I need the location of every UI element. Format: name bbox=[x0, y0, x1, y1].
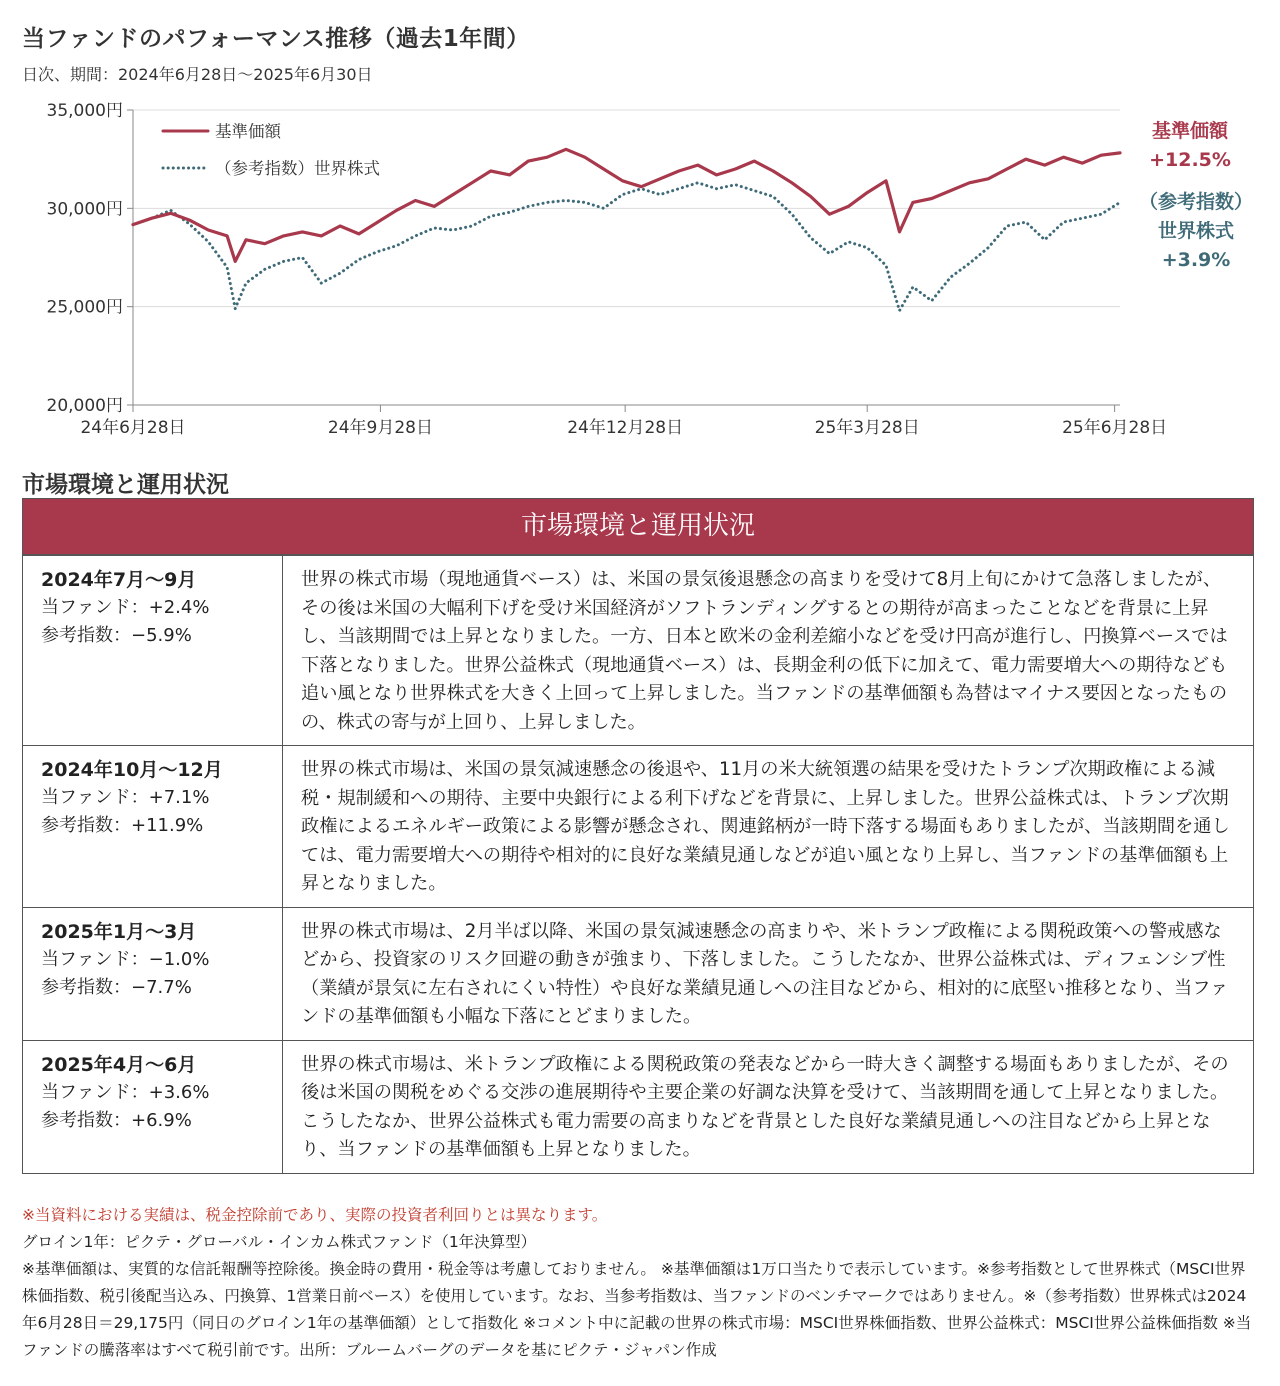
x-tick-label: 25年3月28日 bbox=[814, 418, 920, 438]
period-cell bbox=[23, 908, 283, 1040]
commentary-cell: 世界の株式市場は、2月半ば以降、米国の景気減速懸念の高まりや、米トランプ政権による関税政策への警戒感などから、投資家のリスク回避の動きが強まり、下落しました。こうしたなか、世界公益株式は、ディフェンシブ性（業績が景気に左右されにくい特性）や良好な業績見通しへの注目などから、相対的に底堅い推移となり、当ファンドの基準価額も小幅な下落にとどまりました。 bbox=[301, 920, 1229, 1027]
y-tick-label: 35,000円 bbox=[46, 101, 123, 121]
page-title: 当ファンドのパフォーマンス推移（過去1年間） bbox=[22, 26, 530, 52]
series-end-label: +12.5% bbox=[1149, 149, 1231, 171]
table-row bbox=[23, 745, 1253, 907]
period-label: 2025年4月～6月 bbox=[41, 1053, 197, 1076]
methodology-note: ※基準価額は、実質的な信託報酬等控除後。換金時の費用・税金等は考慮しておりません。 ※基準価額は1万口当たりで表示しています。※参考指数として世界株式（MSCI世界株価指数、税引後配当込み、円換算、1営業日前ベース）を使用しています。なお、当参考指数は、当ファンドのベンチマークではありません。※（参考指数）世界株式は2024年6月28日＝29,175円（同日のグロイン1年の基準価額）として指数化 ※コメント中に記載の世界の株式市場：MSCI世界株価指数、世界公益株式：MSCI世界公益株価指数 ※当ファンドの騰落率はすべて税引前です。出所：ブルームバーグのデータを基にピクテ・ジャパン作成 bbox=[22, 1260, 1252, 1359]
period-cell bbox=[23, 1041, 283, 1173]
y-tick-label: 25,000円 bbox=[46, 297, 123, 318]
index-return: 参考指数：−7.7% bbox=[41, 976, 192, 998]
period-label: 2025年1月～3月 bbox=[41, 920, 197, 943]
performance-chart bbox=[0, 90, 1280, 450]
footnotes bbox=[22, 1202, 1257, 1364]
chart-end-labels bbox=[1139, 119, 1253, 271]
x-tick-label: 24年9月28日 bbox=[327, 418, 433, 438]
legend-label: 基準価額 bbox=[215, 122, 281, 141]
disclaimer-note: ※当資料における実績は、税金控除前であり、実際の投資者利回りとは異なります。 bbox=[22, 1206, 608, 1224]
y-tick-label: 20,000円 bbox=[46, 396, 123, 416]
section-title: 市場環境と運用状況 bbox=[22, 472, 229, 498]
table-row bbox=[23, 555, 1253, 745]
market-table bbox=[22, 498, 1254, 1174]
chart-legend bbox=[163, 122, 380, 178]
x-tick-label: 24年6月28日 bbox=[80, 418, 186, 438]
fund-return: 当ファンド：+3.6% bbox=[41, 1081, 210, 1103]
commentary-cell: 世界の株式市場は、米国の景気減速懸念の後退や、11月の米大統領選の結果を受けたトランプ次期政権による減税・規制緩和への期待、主要中央銀行による利下げなどを背景に、上昇しました。世界公益株式は、トランプ次期政権によるエネルギー政策による影響が懸念され、関連銘柄が一時下落する場面もありましたが、当該期間を通しては、電力需要増大への期待や相対的に良好な業績見通しなどが追い風となり上昇し、当ファンドの基準価額も上昇となりました。 bbox=[301, 759, 1230, 894]
x-tick-label: 25年6月28日 bbox=[1062, 418, 1168, 438]
series-end-label: 基準価額 bbox=[1151, 120, 1229, 142]
x-tick-label: 24年12月28日 bbox=[567, 418, 684, 438]
series-end-label: 世界株式 bbox=[1157, 220, 1235, 242]
commentary-cell: 世界の株式市場は、米トランプ政権による関税政策の発表などから一時大きく調整する場面もありましたが、その後は米国の関税をめぐる交渉の進展期待や主要企業の好調な決算を受けて、当該期間を通して上昇となりました。こうしたなか、世界公益株式も電力需要の高まりなどを背景とした良好な業績見通しへの注目などから上昇となり、当ファンドの基準価額も上昇となりました。 bbox=[301, 1053, 1229, 1160]
fund-name-note: グロイン1年：ピクテ・グローバル・インカム株式ファンド（1年決算型） bbox=[22, 1233, 537, 1251]
index-return: 参考指数：+11.9% bbox=[41, 815, 204, 836]
index-return: 参考指数：+6.9% bbox=[41, 1109, 192, 1131]
y-tick-label: 30,000円 bbox=[46, 199, 123, 220]
fund-return: 当ファンド：−1.0% bbox=[41, 948, 210, 970]
fund-return: 当ファンド：+7.1% bbox=[41, 787, 210, 808]
table-row bbox=[23, 907, 1253, 1040]
period-label: 2024年7月～9月 bbox=[41, 569, 197, 591]
index-line bbox=[133, 183, 1120, 311]
commentary-cell: 世界の株式市場（現地通貨ベース）は、米国の景気後退懸念の高まりを受けて8月上旬にかけて急落しましたが、その後は米国の大幅利下げを受け米国経済がソフトランディングするとの期待が高まったことなどを背景に上昇し、当該期間では上昇となりました。一方、日本と欧米の金利差縮小などを受け円高が進行し、円換算ベースでは下落となりました。世界公益株式（現地通貨ベース）は、長期金利の低下に加えて、電力需要増大への期待なども追い風となり世界株式を大きく上回って上昇しました。当ファンドの基準価額も為替はマイナス要因となったものの、株式の寄与が上回り、上昇しました。 bbox=[301, 569, 1228, 733]
chart-axes bbox=[47, 101, 1168, 438]
index-return: 参考指数：−5.9% bbox=[41, 625, 192, 646]
page-subtitle: 日次、期間：2024年6月28日～2025年6月30日 bbox=[22, 65, 373, 84]
table-row bbox=[23, 1040, 1253, 1173]
legend-label: （参考指数）世界株式 bbox=[215, 159, 380, 178]
series-end-label: +3.9% bbox=[1161, 249, 1231, 271]
period-cell bbox=[23, 746, 283, 907]
period-label: 2024年10月～12月 bbox=[41, 759, 223, 781]
table-header: 市場環境と運用状況 bbox=[23, 499, 1253, 555]
fund-return: 当ファンド：+2.4% bbox=[41, 597, 210, 618]
chart-grid bbox=[133, 110, 1120, 405]
series-end-label: （参考指数） bbox=[1138, 191, 1254, 213]
period-cell bbox=[23, 556, 283, 745]
